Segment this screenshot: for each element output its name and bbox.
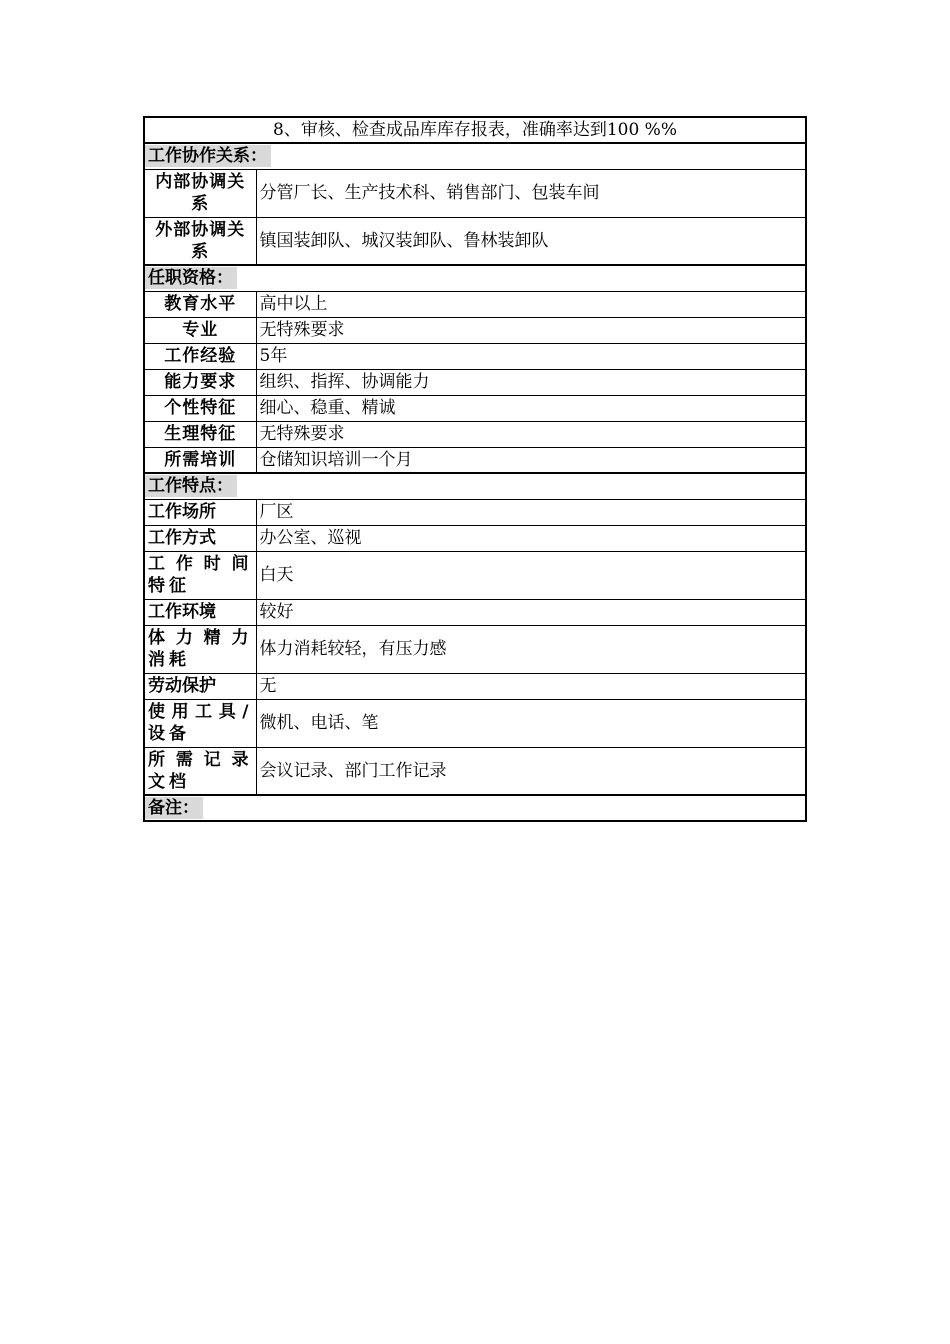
field-label: 所需培训: [144, 447, 256, 473]
table-row: [144, 395, 806, 421]
field-value: 会议记录、部门工作记录: [256, 747, 806, 795]
field-label: 工作环境: [144, 599, 256, 625]
table-row: [144, 599, 806, 625]
field-label: 使用工具/设备: [144, 699, 256, 747]
field-value: 无特殊要求: [256, 317, 806, 343]
field-label: 工作经验: [144, 343, 256, 369]
field-value: 分管厂长、生产技术科、销售部门、包装车间: [256, 169, 806, 217]
field-value: 微机、电话、笔: [256, 699, 806, 747]
section-title-cooperation: 工作协作关系：: [144, 143, 806, 169]
section-header-row: [144, 795, 806, 821]
table-row: [144, 499, 806, 525]
field-label: 生理特征: [144, 421, 256, 447]
table-row: [144, 169, 806, 217]
table-row: [144, 317, 806, 343]
table-row: [144, 217, 806, 265]
table-row: [144, 421, 806, 447]
field-value: 高中以上: [256, 291, 806, 317]
table-row: [144, 447, 806, 473]
field-value: 体力消耗较轻，有压力感: [256, 625, 806, 673]
section-header-row: [144, 143, 806, 169]
table-row: [144, 699, 806, 747]
table-row: [144, 747, 806, 795]
field-label: 体力精力消耗: [144, 625, 256, 673]
responsibility-row: [144, 117, 806, 143]
job-description-table: [143, 116, 807, 822]
section-title-qualifications: 任职资格：: [144, 265, 806, 291]
field-value: 镇国装卸队、城汉装卸队、鲁林装卸队: [256, 217, 806, 265]
field-label: 工作方式: [144, 525, 256, 551]
field-label: 工作时间特征: [144, 551, 256, 599]
section-title-features: 工作特点：: [144, 473, 806, 499]
table-row: [144, 291, 806, 317]
field-label: 专业: [144, 317, 256, 343]
field-label: 所需记录文档: [144, 747, 256, 795]
field-label: 个性特征: [144, 395, 256, 421]
field-value: 组织、指挥、协调能力: [256, 369, 806, 395]
section-header-row: [144, 473, 806, 499]
table-row: [144, 673, 806, 699]
field-value: 仓储知识培训一个月: [256, 447, 806, 473]
field-label: 教育水平: [144, 291, 256, 317]
table-row: [144, 625, 806, 673]
responsibility-text: 8、审核、检查成品库库存报表，准确率达到100 %%: [144, 117, 806, 143]
field-value: 5年: [256, 343, 806, 369]
field-value: 白天: [256, 551, 806, 599]
field-label: 工作场所: [144, 499, 256, 525]
section-title-remarks: 备注：: [144, 795, 806, 821]
field-label: 内部协调关系: [144, 169, 256, 217]
field-value: 较好: [256, 599, 806, 625]
field-value: 厂区: [256, 499, 806, 525]
field-label: 外部协调关系: [144, 217, 256, 265]
field-label: 能力要求: [144, 369, 256, 395]
field-value: 细心、稳重、精诚: [256, 395, 806, 421]
table-row: [144, 525, 806, 551]
table-row: [144, 343, 806, 369]
table-row: [144, 551, 806, 599]
section-header-row: [144, 265, 806, 291]
table-row: [144, 369, 806, 395]
field-label: 劳动保护: [144, 673, 256, 699]
field-value: 办公室、巡视: [256, 525, 806, 551]
field-value: 无特殊要求: [256, 421, 806, 447]
field-value: 无: [256, 673, 806, 699]
